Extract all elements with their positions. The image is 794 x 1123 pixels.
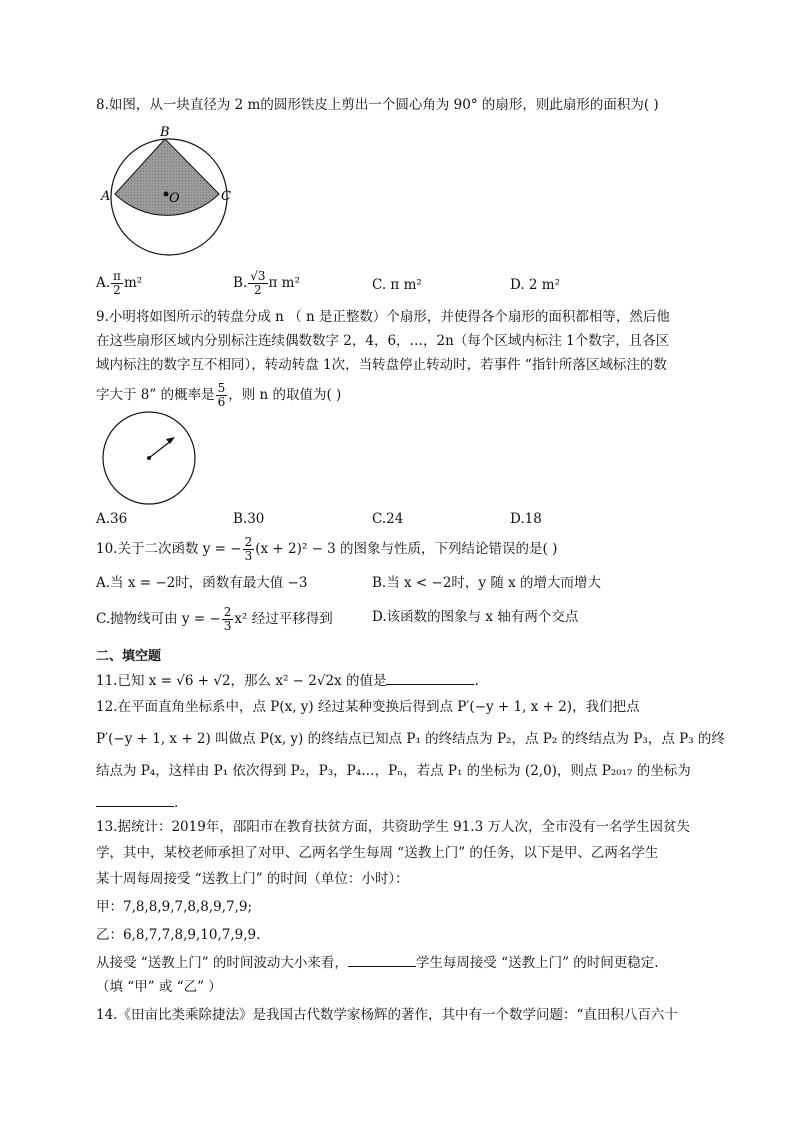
q11-stem [96, 670, 479, 690]
q8-option-a[interactable] [96, 270, 142, 297]
q13-line-6-start: 从接受 “送教上门” 的时间波动大小来看， [96, 955, 348, 971]
q13-line-1: 13.据统计：2019年，邵阳市在教育扶贫方面，共资助学生 91.3 万人次，全市没有一名学生因贫失 [96, 819, 690, 835]
q13-line-7: （填 “甲” 或 “乙” ） [96, 979, 222, 995]
q13-data-yi: 乙：6,8,7,7,8,9,10,7,9,9. [96, 927, 261, 943]
q9-line-3: 域内标注的数字互不相同），转动转盘 1次，当转盘停止转动时，若事件 “指针所落区域标注的数 [96, 357, 667, 373]
q9-option-c[interactable]: C.24 [372, 511, 404, 527]
q10-option-c-frac: $\frac{2}{3}$ [223, 605, 232, 633]
q9-option-a[interactable]: A.36 [96, 511, 128, 527]
q10-stem-frac: $\frac{2}{3}$ [244, 535, 253, 563]
q12-answer-blank[interactable] [96, 792, 174, 807]
q8-option-b-frac: $\frac{√3}{2}$ [250, 269, 266, 297]
q8-option-a-unit: m² [123, 275, 143, 291]
q13-line-3: 某十周每周接受 “送教上门” 的时间（单位：小时）： [96, 871, 409, 887]
q8-option-d[interactable]: D. 2 m² [510, 277, 561, 293]
q8-label-o: O [169, 191, 180, 206]
q12-line-3: 结点为 P₄，这样由 P₁ 依次得到 P₂，P₃，P₄…，Pₙ，若点 P₁ 的坐标为 (2,0)，则点 P₂₀₁₇ 的坐标为 [96, 763, 691, 779]
q13-line-6 [96, 952, 659, 972]
q8-option-b-prefix: B. [233, 275, 248, 291]
q9-line-1: 9.小明将如图所示的转盘分成 n （ n 是正整数）个扇形，并使得各个扇形的面积都相等，然后他 [96, 309, 670, 325]
q9-line-2: 在这些扇形区域内分别标注连续偶数数字 2，4，6，…，2n（每个区域内标注 1个数字，且各区 [96, 333, 670, 349]
q10-option-c[interactable] [96, 606, 333, 633]
q10-stem-start: 10.关于二次函数 y = − [96, 541, 242, 557]
q8-option-b-unit: π m² [268, 275, 300, 291]
q9-spinner-pointer [149, 440, 172, 458]
q13-answer-blank[interactable] [348, 952, 416, 967]
q8-sector-figure [100, 122, 240, 262]
q9-option-b[interactable]: B.30 [233, 511, 265, 527]
q10-option-c-end: x² 经过平移得到 [234, 611, 333, 627]
q13-line-6-end: 学生每周接受 “送教上门” 的时间更稳定. [415, 955, 659, 971]
q8-stem: 8.如图，从一块直径为 2 m的圆形铁皮上剪出一个圆心角为 90° 的扇形，则此扇形的面积为( ) [96, 97, 659, 113]
q10-stem [96, 536, 557, 563]
q11-stem-end: . [474, 673, 479, 689]
q12-line-4 [96, 792, 178, 812]
q10-option-d[interactable]: D.该函数的图象与 x 轴有两个交点 [372, 609, 579, 625]
q8-center-dot [164, 192, 169, 197]
q9-line-4 [96, 382, 341, 409]
q9-option-d[interactable]: D.18 [510, 511, 542, 527]
q8-option-c[interactable]: C. π m² [372, 277, 422, 293]
q10-option-a[interactable]: A.当 x = −2时，函数有最大值 −3 [96, 575, 308, 591]
q8-label-b: B [160, 125, 170, 140]
q10-stem-end: (x + 2)² − 3 的图象与性质，下列结论错误的是( ) [255, 541, 558, 557]
q14-line-1: 14.《田亩比类乘除捷法》是我国古代数学家杨辉的著作，其中有一个数学问题：“直田积八百六十 [96, 1007, 678, 1023]
q8-option-a-frac: $\frac{\pi}{2}$ [113, 269, 121, 297]
q8-option-b[interactable] [233, 270, 300, 297]
q11-answer-blank[interactable] [386, 670, 474, 685]
q8-label-c: C [221, 189, 231, 204]
q13-data-jia: 甲：7,8,8,9,7,8,8,9,7,9; [96, 899, 253, 915]
q8-label-a: A [101, 189, 111, 204]
q9-line-4-start: 字大于 8” 的概率是 [96, 387, 215, 403]
q9-spinner-figure [100, 408, 200, 508]
section-heading: 二、填空题 [96, 649, 162, 664]
q12-line-2: P′(−y + 1, x + 2) 叫做点 P(x, y) 的终结点已知点 P₁ 的终结点为 P₂，点 P₂ 的终结点为 P₃，点 P₃ 的终 [96, 731, 725, 747]
q12-line-1: 12.在平面直角坐标系中，点 P(x, y) 经过某种变换后得到点 P′(−y + 1, x + 2)，我们把点 [96, 699, 640, 715]
q9-line-4-end: ，则 n 的取值为( ) [228, 387, 342, 403]
q12-line-4-end: . [174, 795, 179, 811]
q10-option-c-start: C.抛物线可由 y = − [96, 611, 221, 627]
q8-option-a-prefix: A. [96, 275, 111, 291]
q10-option-b[interactable]: B.当 x < −2时，y 随 x 的增大而增大 [372, 575, 602, 591]
q11-stem-text: 11.已知 x = √6 + √2，那么 x² − 2√2x 的值是 [96, 673, 387, 689]
q9-probability-frac: $\frac{5}{6}$ [217, 381, 226, 409]
q13-line-2: 学，其中，某校老师承担了对甲、乙两名学生每周 “送教上门” 的任务，以下是甲、乙两名学生 [96, 845, 659, 861]
